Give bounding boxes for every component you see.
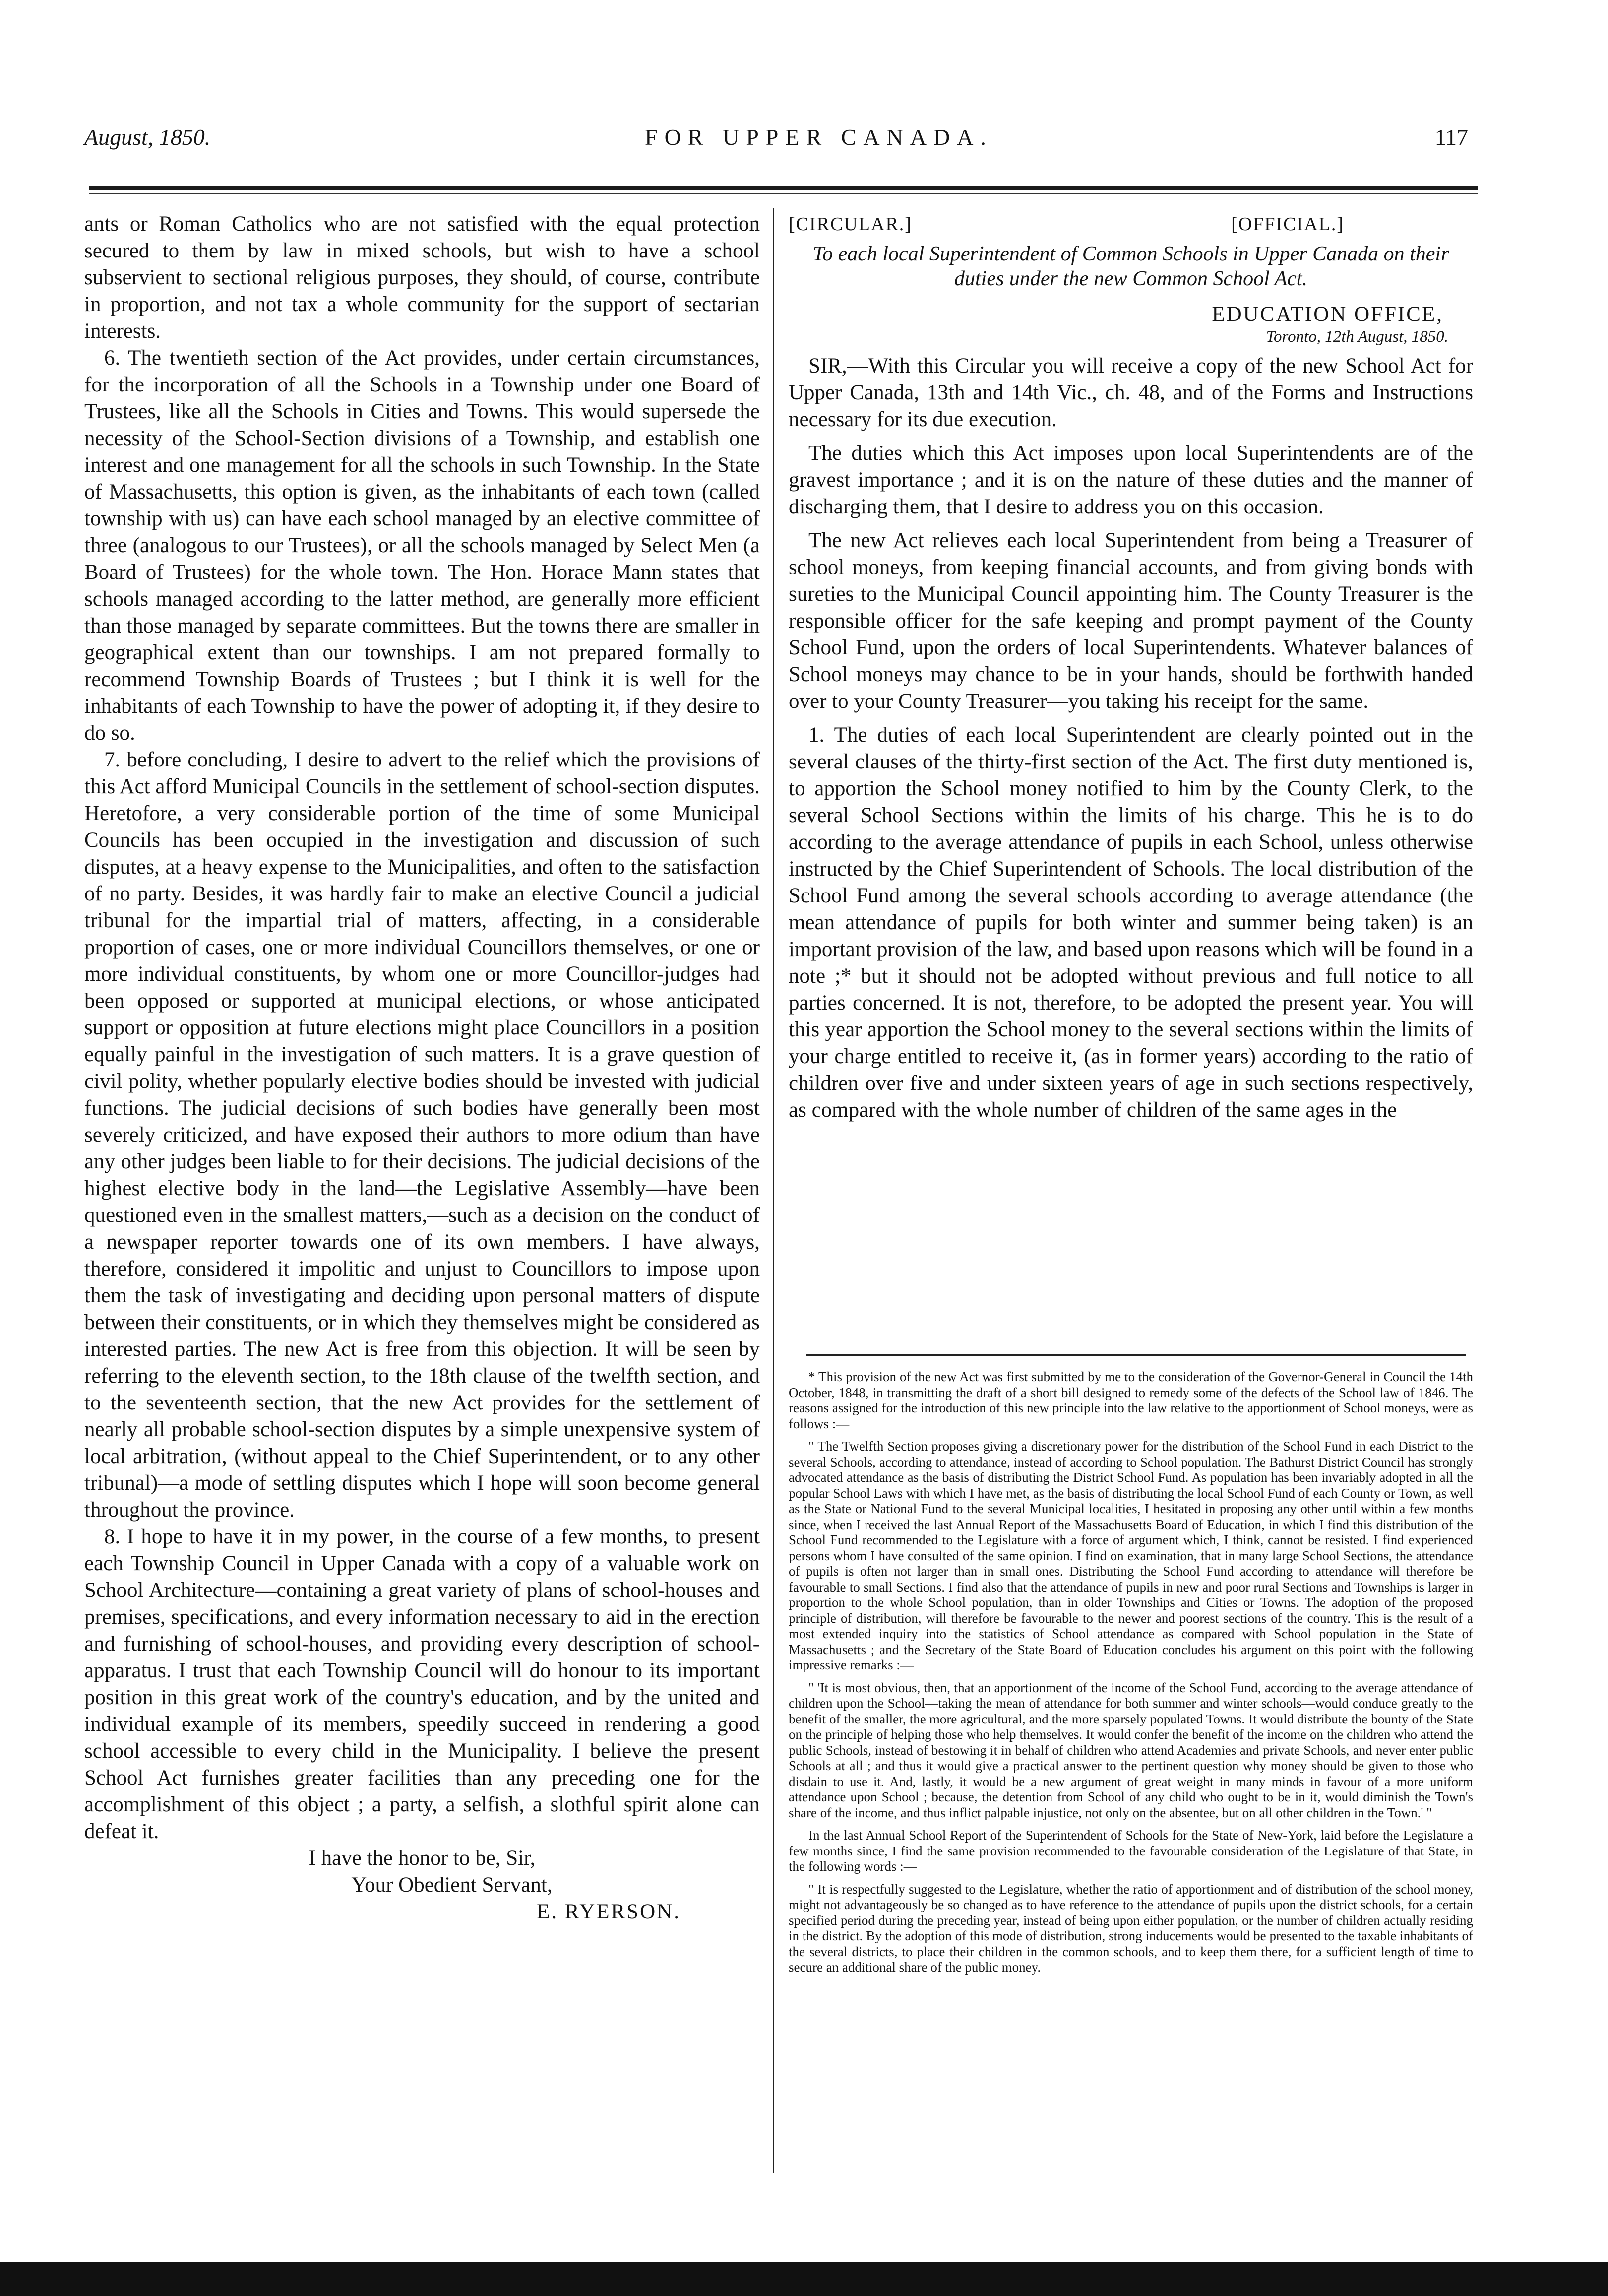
paragraph-salutation: SIR,—With this Circular you will receive a copy of the new School Act for Upper Canada, 13th and 14th Vic., ch. 48, and of the Forms and Instructions necessary for its due execution. xyxy=(789,354,1473,431)
addressee: To each local Superintendent of Common Schools in Upper Canada on their duties under the new Common School Act. xyxy=(812,243,1449,290)
header-title: FOR UPPER CANADA. xyxy=(645,125,993,150)
footnote-intro: * This provision of the new Act was first submitted by me to the consideration of the Governor-General in Council the 14th October, 1848, in transmitting the draft of a short bill designed to remedy some of the defects of the School law of 1846. The reasons assigned for the introduction of this new principle into the law relative to the apportionment of School moneys, were as follows :— xyxy=(789,1369,1473,1431)
header-rule-thin xyxy=(89,193,1478,194)
right-column xyxy=(789,211,1473,1332)
paragraph-continuation: ants or Roman Catholics who are not satisfied with the equal protection secured to them by law in mixed schools, but wish to have a school subservient to sectional religious purposes, they should, of course, contribute in proportion, and not tax a whole community for the support of sectarian interests. xyxy=(84,212,760,343)
dateline: Toronto, 12th August, 1850. xyxy=(1266,328,1448,346)
footnote-quote-new-york: " It is respectfully suggested to the Legislature, whether the ratio of apportionment and of distribution of the school money, might not advantageously be so changed as to have reference to the attendance of pupils upon the district schools, for a certain specified period during the preceding year, instead of being upon either population, or the number of children actually residing in the district. By the adoption of this mode of distribution, strong inducements would be presented to the taxable inhabitants of the several districts, to place their children in the common schools, and to keep them there, for a sufficient length of time to secure an additional share of the public money. xyxy=(789,1881,1473,1975)
education-office: EDUCATION OFFICE, xyxy=(1212,303,1443,326)
column-divider xyxy=(773,208,774,2173)
paragraph-township-boards: 6. The twentieth section of the Act provides, under certain circumstances, for the incorporation of all the Schools in a Township under one Board of Trustees, like all the Schools in Cities and Towns. This would supersede the necessity of the School-Section divisions of a Township, and establish one interest and one management for all the schools in such Township. In the State of Massachusetts, this option is given, as the inhabitants of each town (called township with us) can have each school managed by an elective committee of three (analogous to our Trustees), or all the schools managed by Select Men (a Board of Trustees) for the whole town. The Hon. Horace Mann states that schools managed according to the latter method, are generally more efficient than those managed by separate committees. But the towns there are smaller in geographical extent than our townships. I am not prepared formally to recommend Township Boards of Trustees ; but I think it is well for the inhabitants of each Township to have the power of adopting it, if they desire to do so. xyxy=(84,346,760,745)
paragraph-apportion: 1. The duties of each local Superintendent are clearly pointed out in the several clauses of the thirty-first section of the Act. The first duty mentioned is, to apportion the School money notified to him by the County Clerk, to the several School Sections within the limits of his charge. This he is to do according to the average attendance of pupils in each School, unless otherwise instructed by the Chief Superintendent of Schools. The local distribution of the School Fund among the several schools according to average attendance (the mean attendance of pupils for both winter and summer being taken) is an important provision of the law, and based upon reasons which will be found in a note ;* but it should not be adopted without previous and full notice to all parties concerned. It is not, therefore, to be adopted the present year. You will this year apportion the School money to the several sections within the limits of your charge entitled to receive it, (as in former years) according to the ratio of children over five and under sixteen years of age in such sections respectively, as compared with the whole number of children of the same ages in the xyxy=(789,723,1473,1122)
header-date: August, 1850. xyxy=(84,125,211,150)
circular-tags xyxy=(789,211,1473,238)
footnote-rule xyxy=(806,1354,1466,1356)
footnotes xyxy=(789,1369,1473,2173)
paragraph-disputes: 7. before concluding, I desire to advert to the relief which the provisions of this Act afford Municipal Councils in the settlement of school-section disputes. Heretofore, a very considerable portion of the time of some Municipal Councils has been occupied in the investigation and discussion of such disputes, at a heavy expense to the Municipalities, and often to the satisfaction of no party. Besides, it was hardly fair to make an elective Council a judicial tribunal for the impartial trial of matters, affecting, in a considerable proportion of cases, one or more individual Councillors themselves, or one or more individual constituents, by whom one or more Councillor-judges had been opposed or supported at municipal elections, or whose anticipated support or opposition at future elections might place Councillors in a position equally painful in the investigation of such matters. It is a grave question of civil polity, whether popularly elective bodies should be invested with judicial functions. The judicial decisions of such bodies have generally been most severely criticized, and have exposed their authors to more odium than have any other judges been liable to for their decisions. The judicial decisions of the highest elective body in the land—the Legislative Assembly—have been questioned even in the smallest matters,—such as a decision on the conduct of a newspaper reporter towards one of its own members. I have always, therefore, considered it impolitic and unjust to Councillors to impose upon them the task of investigating and deciding upon personal matters of dispute between their constituents, or in which they themselves might be considered as interested parties. The new Act is free from this objection. It will be seen by referring to the eleventh section, to the 18th clause of the twelfth section, and to the seventeenth section, that the new Act provides for the settlement of nearly all probable school-section disputes by a simple unexpensive system of local arbitration, (without appeal to the Chief Superintendent, or to any other tribunal)—a mode of settling disputes which I hope will soon become general throughout the province. xyxy=(84,748,760,1522)
page-bottom-edge xyxy=(0,2262,1608,2296)
footnote-quote-massachusetts: " 'It is most obvious, then, that an apportionment of the income of the School Fund, according to the average attendance of children upon the School—taking the mean of attendance for both summer and winter schools—would conduce greatly to the benefit of the smaller, the more agricultural, and the more sparsely populated Towns. It would distribute the bounty of the State on the principle of helping those who help themselves. It would confer the benefit of the income on the children who attend the public Schools, instead of bestowing it in behalf of children who attend Academies and private Schools, and never enter public Schools at all ; and thus it would give a practical answer to the pertinent question why money should be given to those who disdain to use it. And, lastly, it would be a new argument of great weight in many minds in favour of a more uniform attendance upon School ; because, the detention from School of any child who ought to be in it, would diminish the Town's share of the income, and thus inflict palpable injustice, not only on the absentee, but on all other children in the Town.' " xyxy=(789,1680,1473,1820)
page-number: 117 xyxy=(1434,125,1468,150)
tag-official: [OFFICIAL.] xyxy=(1231,214,1344,235)
page-header xyxy=(84,124,1468,159)
paragraph-treasurer: The new Act relieves each local Superintendent from being a Treasurer of school moneys, from keeping financial accounts, and from giving bonds with sureties to the Municipal Council appointing him. The County Treasurer is the responsible officer for the safe keeping and prompt payment of the County School Fund, upon the orders of local Superintendents. Whatever balances of School moneys may chance to be in your hands, should be forthwith handed over to your County Treasurer—you taking his receipt for the same. xyxy=(789,529,1473,713)
signature: E. RYERSON. xyxy=(537,1900,680,1923)
closing-line: I have the honor to be, Sir, xyxy=(309,1847,536,1870)
paragraph-duties: The duties which this Act imposes upon local Superintendents are of the gravest importance ; and it is on the nature of these duties and the manner of discharging them, that I desire to address you on this occasion. xyxy=(789,442,1473,518)
header-rule xyxy=(89,186,1478,190)
footnote-new-york: In the last Annual School Report of the Superintendent of Schools for the State of New-York, laid before the Legislature a few months since, I find the same provision recommended to the favourable consideration of the Legislature of that State, in the following words :— xyxy=(789,1828,1473,1874)
footnote-twelfth-section: " The Twelfth Section proposes giving a discretionary power for the distribution of the School Fund in each District to the several Schools, according to attendance, instead of according to School population. The Bathurst District Council has strongly advocated attendance as the basis of distributing the District School Fund. As population has been invariably adopted in all the popular School Laws with which I have met, as the basis of distributing the local School Fund of each County or Town, as well as the State or National Fund to the several Municipal localities, I hesitated in proposing any other until within a few months since, when I received the last Annual Report of the Massachusetts Board of Education, in which I find this distribution of the School Fund recommended to the Legislature with a force of argument which, I think, cannot be resisted. I find experienced persons whom I have consulted of the same opinion. I find on examination, that in many large School Sections, the attendance of pupils is often not larger than in small ones. Distributing the School Fund according to attendance will therefore be favourable to small Sections. I find also that the attendance of pupils in new and poor rural Sections and Townships is larger in proportion to the whole School population, than in older Townships and Cities or Towns. The adoption of the proposed principle of distribution, will therefore be favourable to the newer and poorest sections of the country. This is the result of a most extended inquiry into the statistics of School attendance as compared with School population in the State of Massachusetts ; and the Secretary of the State Board of Education concludes his argument on this point with the following impressive remarks :— xyxy=(789,1439,1473,1672)
left-column xyxy=(84,211,760,2185)
tag-circular: [CIRCULAR.] xyxy=(789,214,912,235)
closing-servant: Your Obedient Servant, xyxy=(351,1873,553,1897)
paragraph-school-architecture: 8. I hope to have it in my power, in the course of a few months, to present each Township Council in Upper Canada with a copy of a valuable work on School Architecture—containing a great variety of plans of school-houses and premises, specifications, and every information necessary to aid in the erection and furnishing of school-houses, and providing every description of school-apparatus. I trust that each Township Council will do honour to its important position in this great work of the country's education, and by the united and individual example of its members, speedily succeed in rendering a good school accessible to every child in the Municipality. I believe the present School Act furnishes greater facilities than any preceding one for the accomplishment of this object ; a party, a selfish, a slothful spirit alone can defeat it. xyxy=(84,1525,760,1843)
